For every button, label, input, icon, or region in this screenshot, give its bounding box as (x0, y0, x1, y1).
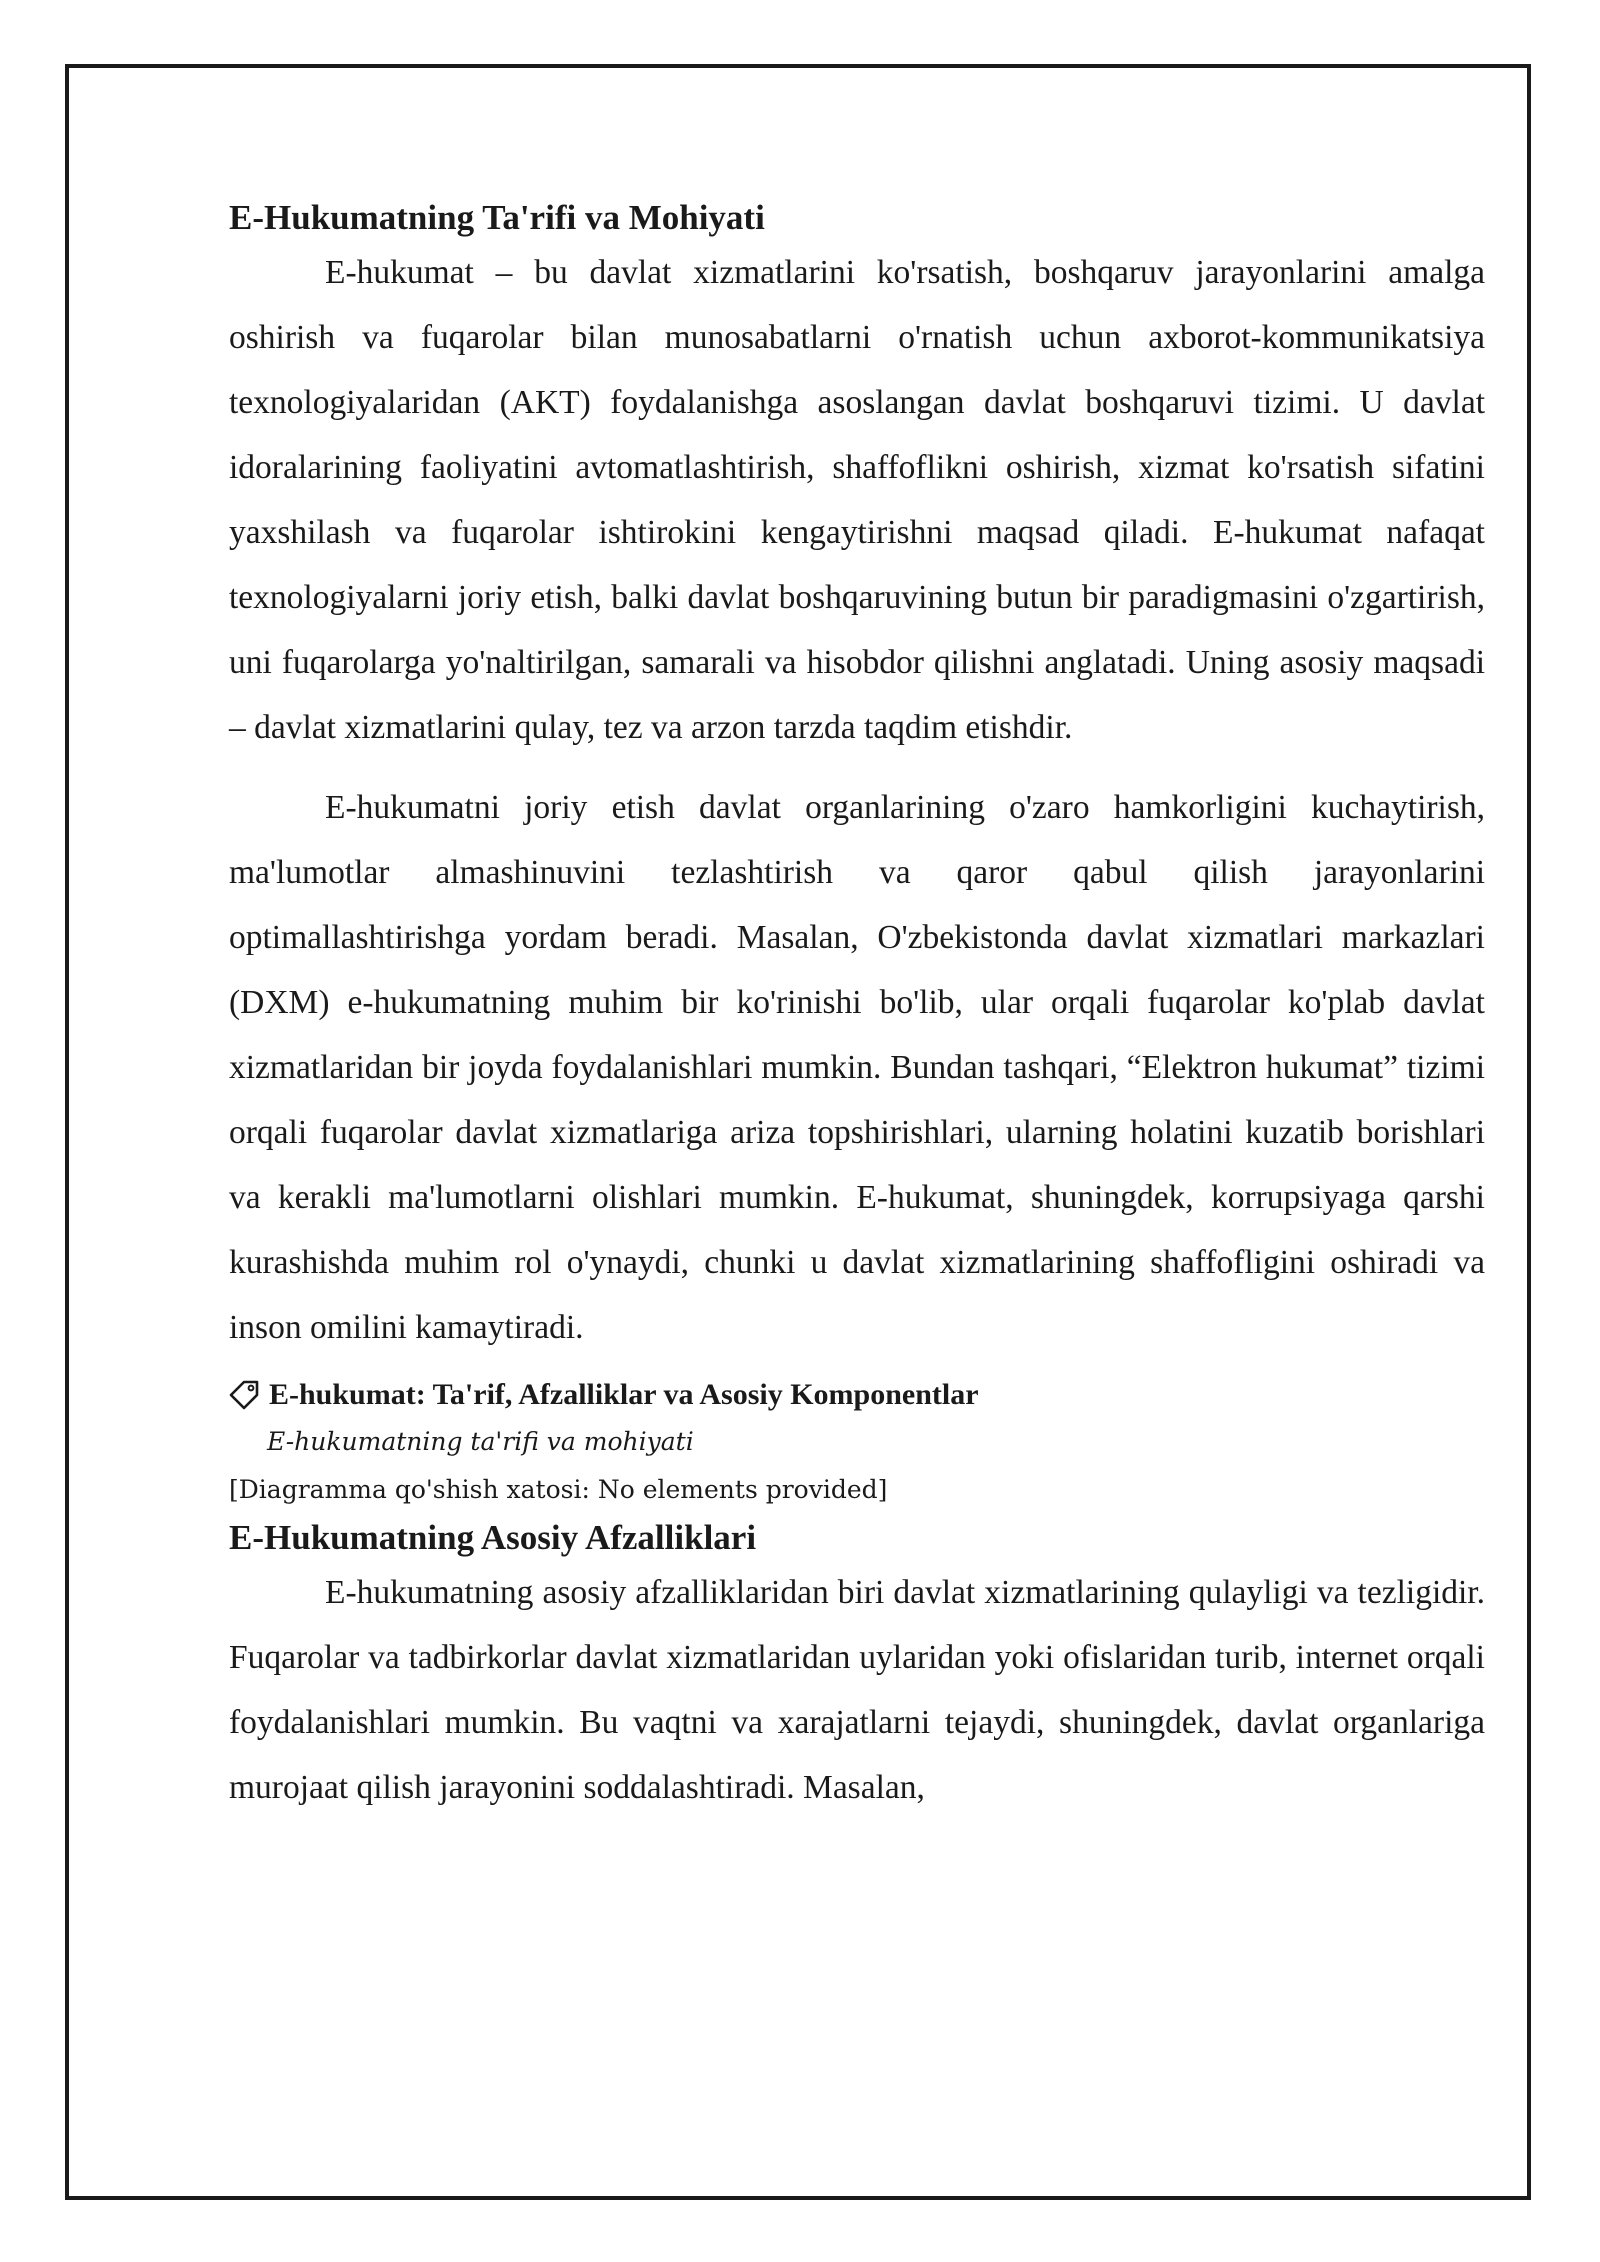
diagram-title-row (227, 1370, 1485, 1420)
tag-icon (227, 1378, 261, 1412)
diagram-error-message: [Diagramma qo'shish xatosi: No elements provided] (229, 1475, 888, 1504)
section-heading-definition: E-Hukumatning Ta'rifi va Mohiyati (229, 198, 765, 237)
diagram-title: E-hukumat: Ta'rif, Afzalliklar va Asosiy Komponentlar (269, 1378, 979, 1411)
paragraph-advantages-1: E-hukumatning asosiy afzalliklaridan biri davlat xizmatlarining qulayligi va tezligidir. Fuqarolar va tadbirkorlar davlat xizmatlaridan uylaridan yoki ofislaridan turib, internet orqali foydalanishlari mumkin. Bu vaqtni va xarajatlarni tejaydi, shuningdek, davlat organlariga murojaat qilish jarayonini soddalashtiradi. Masalan, (229, 1574, 1485, 1806)
diagram-block (229, 1370, 1485, 1516)
section-heading-advantages: E-Hukumatning Asosiy Afzalliklari (229, 1518, 757, 1557)
document-content (229, 196, 1485, 1820)
paragraph-definition-2: E-hukumatni joriy etish davlat organlarining o'zaro hamkorligini kuchaytirish, ma'lumotlar almashinuvini tezlashtirish va qaror qabul qilish jarayonlarini optimallashtirishga yordam beradi. Masalan, O'zbekistonda davlat xizmatlari markazlari (DXM) e-hukumatning muhim bir ko'rinishi bo'lib, ular orqali fuqarolar ko'plab davlat xizmatlaridan bir joyda foydalanishlari mumkin. Bundan tashqari, “Elektron hukumat” tizimi orqali fuqarolar davlat xizmatlariga ariza topshirishlari, ularning holatini kuzatib borishlari va kerakli ma'lumotlarni olishlari mumkin. E-hukumat, shuningdek, korrupsiyaga qarshi kurashishda muhim rol o'ynaydi, chunki u davlat xizmatlarining shaffofligini oshiradi va inson omilini kamaytiradi. (229, 789, 1485, 1346)
diagram-subtitle: E-hukumatning ta'rifi va mohiyati (267, 1427, 694, 1456)
paragraph-definition-1: E-hukumat – bu davlat xizmatlarini ko'rsatish, boshqaruv jarayonlarini amalga oshirish va fuqarolar bilan munosabatlarni o'rnatish uchun axborot-kommunikatsiya texnologiyalaridan (AKT) foydalanishga asoslangan davlat boshqaruvi tizimi. U davlat idoralarining faoliyatini avtomatlashtirish, shaffoflikni oshirish, xizmat ko'rsatish sifatini yaxshilash va fuqarolar ishtirokini kengaytirishni maqsad qiladi. E-hukumat nafaqat texnologiyalarni joriy etish, balki davlat boshqaruvining butun bir paradigmasini o'zgartirish, uni fuqarolarga yo'naltirilgan, samarali va hisobdor qilishni anglatadi. Uning asosiy maqsadi – davlat xizmatlarini qulay, tez va arzon tarzda taqdim etishdir. (229, 254, 1485, 746)
